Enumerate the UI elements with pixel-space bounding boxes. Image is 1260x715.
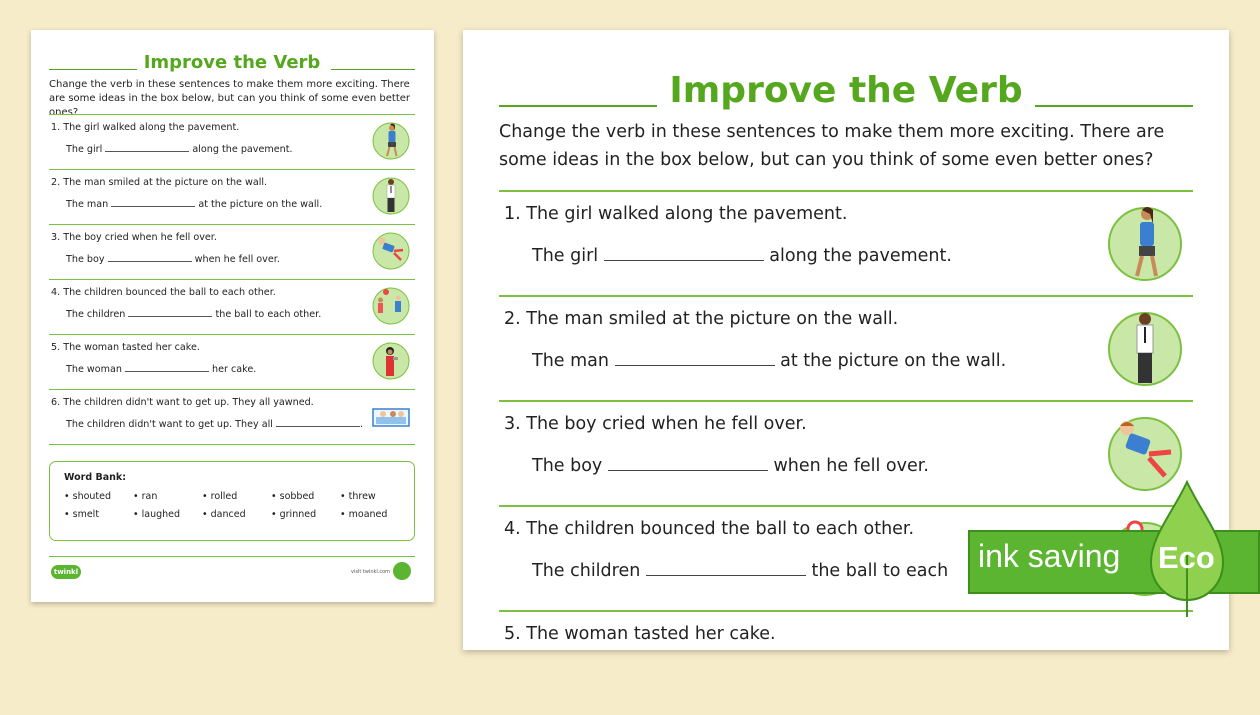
question-row [49, 279, 415, 334]
page-title: Improve the Verb [669, 70, 1023, 111]
original-sentence: 2. The man smiled at the picture on the wall. [51, 177, 268, 188]
question-list [49, 114, 415, 445]
question-row [49, 114, 415, 169]
question-row [49, 224, 415, 279]
man-smiling-icon [1105, 309, 1185, 389]
ink-saving-eco-badge [968, 482, 1260, 617]
word-bank [49, 461, 415, 541]
children-in-bed-icon [371, 396, 411, 436]
question-row [499, 610, 1193, 715]
woman-eating-cake-icon [371, 341, 411, 381]
original-sentence: 3. The boy cried when he fell over. [504, 414, 807, 434]
original-sentence: 2. The man smiled at the picture on the wall. [504, 309, 899, 329]
word-bank-item: • danced [202, 509, 271, 520]
original-sentence: 3. The boy cried when he fell over. [51, 232, 217, 243]
title-row [49, 52, 415, 76]
answer-blank[interactable] [111, 198, 195, 207]
question-row [499, 295, 1193, 400]
list-end-rule [49, 444, 415, 445]
word-bank-item: • grinned [271, 509, 340, 520]
page-title: Improve the Verb [143, 52, 321, 73]
rewrite-sentence: The girl along the pavement. [66, 144, 293, 155]
rewrite-sentence: The boy when he fell over. [66, 254, 280, 265]
answer-blank[interactable] [276, 418, 360, 427]
instructions: Change the verb in these sentences to make them more exciting. There are some ideas in the box below, but can you think of some even better ones? [49, 79, 411, 118]
word-bank-item: • ran [133, 491, 202, 502]
rewrite-sentence: The man at the picture on the wall. [532, 351, 1007, 371]
word-bank-item: • rolled [202, 491, 271, 502]
question-row [49, 389, 415, 444]
question-row [49, 334, 415, 389]
word-bank-grid [64, 491, 409, 520]
rewrite-sentence: The man at the picture on the wall. [66, 199, 323, 210]
word-bank-item: • threw [340, 491, 409, 502]
answer-blank[interactable] [128, 308, 212, 317]
rewrite-sentence: The children the ball to each other. [66, 309, 322, 320]
original-sentence: 1. The girl walked along the pavement. [51, 122, 240, 133]
boy-falling-icon [371, 231, 411, 271]
original-sentence: 1. The girl walked along the pavement. [504, 204, 848, 224]
answer-blank[interactable] [105, 143, 189, 152]
question-list [499, 190, 1193, 715]
eco-label: ink saving [978, 538, 1121, 574]
man-smiling-icon [371, 176, 411, 216]
original-sentence: 5. The woman tasted her cake. [504, 624, 776, 644]
title-rule-right [1035, 105, 1193, 107]
answer-blank[interactable] [646, 560, 806, 576]
girl-walking-icon [1105, 204, 1185, 284]
original-sentence: 4. The children bounced the ball to each other. [51, 287, 276, 298]
rewrite-sentence: The boy when he fell over. [532, 456, 929, 476]
eco-word: Eco [1158, 540, 1215, 575]
question-row [49, 169, 415, 224]
rewrite-sentence: The woman her cake. [66, 364, 257, 375]
girl-walking-icon [371, 121, 411, 161]
footer-url: visit twinkl.com [351, 569, 391, 575]
title-row [499, 70, 1193, 120]
word-bank-item: • moaned [340, 509, 409, 520]
answer-blank[interactable] [608, 455, 768, 471]
original-sentence: 6. The children didn't want to get up. They all yawned. [51, 397, 314, 408]
children-ball-icon [371, 286, 411, 326]
answer-blank[interactable] [125, 363, 209, 372]
rewrite-sentence: The children the ball to each [532, 561, 949, 581]
question-row [499, 190, 1193, 295]
word-bank-item: • laughed [133, 509, 202, 520]
answer-blank[interactable] [615, 350, 775, 366]
original-sentence: 4. The children bounced the ball to each other. [504, 519, 915, 539]
original-sentence: 5. The woman tasted her cake. [51, 342, 200, 353]
answer-blank[interactable] [604, 245, 764, 261]
title-rule-right [331, 69, 415, 70]
rewrite-sentence: The girl along the pavement. [532, 246, 952, 266]
word-bank-item: • shouted [64, 491, 133, 502]
worksheet-thumbnail [31, 30, 434, 602]
page-footer [49, 556, 415, 584]
word-bank-item: • smelt [64, 509, 133, 520]
rewrite-sentence: The children didn't want to get up. They all . [66, 419, 364, 430]
word-bank-item: • sobbed [271, 491, 340, 502]
instructions: Change the verb in these sentences to make them more exciting. There are some ideas in the box below, but can you think of some even better ones? [499, 122, 1165, 170]
word-bank-title: Word Bank: [64, 472, 126, 483]
answer-blank[interactable] [108, 253, 192, 262]
quality-badge-icon [393, 562, 411, 580]
twinkl-logo: twinkl [51, 565, 81, 579]
